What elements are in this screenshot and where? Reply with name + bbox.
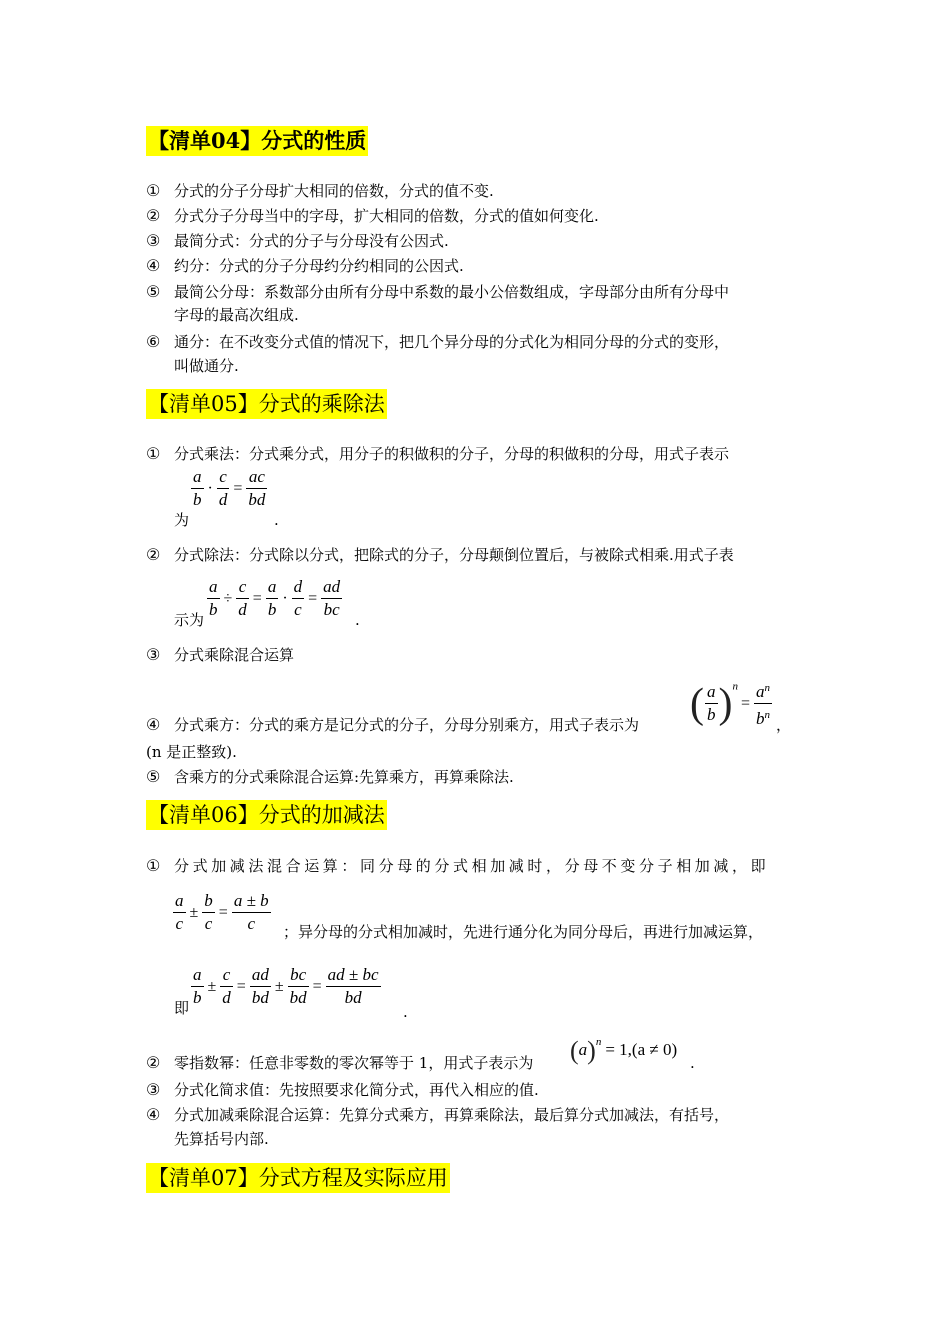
formula-zero-exponent: $(a)^n = 1,(a \ne 0)$	[570, 1036, 678, 1066]
item-text-continuation: 先算括号内部.	[174, 1130, 269, 1148]
item-text: 分式乘除混合运算	[174, 646, 295, 664]
item-number: ④	[146, 256, 161, 275]
item-number: ①	[146, 444, 161, 463]
formula-power: ( $\frac{a}{b}$ )$^n$= $\frac{a^n}{b^n}$	[690, 677, 773, 730]
item-number: ②	[146, 1053, 161, 1072]
item-number: ⑤	[146, 282, 161, 301]
item-text-continuation: 即	[174, 999, 190, 1017]
item-text-middle: ；异分母的分式相加减时，先进行通分化为同分母后，再进行加减运算，	[283, 923, 764, 941]
item-number: ①	[146, 181, 161, 200]
item-text-continuation: 叫做通分.	[174, 357, 239, 375]
item-text: 分式乘方：分式的乘方是记分式的分子，分母分别乘方，用式子表示为	[174, 716, 640, 734]
item-number: ⑥	[146, 332, 161, 351]
item-text: 分式分子分母当中的字母，扩大相同的倍数，分式的值如何变化.	[174, 207, 599, 225]
item-number: ④	[146, 715, 161, 734]
item-text: 约分：分式的分子分母约分约相同的公因式.	[174, 257, 464, 275]
formula-division: $\frac{a}{b}$ ÷ $\frac{c}{d}$ = $\frac{a}{b}$ · $\frac{d}{c}$ = $\frac{ad}{bc}$	[209, 577, 341, 619]
item-text: 分式的分子分母扩大相同的倍数，分式的值不变.	[174, 182, 494, 200]
item-text-continuation: 为	[174, 511, 190, 529]
section-heading-06: 【清单06】分式的加减法	[146, 800, 387, 830]
section-heading-07: 【清单07】分式方程及实际应用	[146, 1163, 450, 1193]
item-text-continuation: (n 是正整致).	[146, 743, 237, 761]
item-text: 分式化简求值：先按照要求化简分式，再代入相应的值.	[174, 1081, 539, 1099]
item-text: 分式加减法混合运算：同分母的分式相加减时，分母不变分子相加减，即	[174, 857, 770, 875]
item-text: 最简公分母：系数部分由所有分母中系数的最小公倍数组成，字母部分由所有分母中	[174, 283, 730, 301]
section-heading-04: 【清单04】分式的性质	[146, 126, 368, 156]
item-text: 零指数幂：任意非零数的零次幂等于 1，用式子表示为	[174, 1054, 534, 1072]
item-number: ①	[146, 856, 161, 875]
formula-add-same-denominator: $\frac{a}{c}$ ± $\frac{b}{c}$ = $\frac{a \pm b}{c}$	[175, 891, 269, 933]
item-number: ⑤	[146, 767, 161, 786]
item-number: ④	[146, 1105, 161, 1124]
section-heading-05: 【清单05】分式的乘除法	[146, 389, 387, 419]
formula-period: .	[274, 511, 279, 529]
formula-add-different-denominator: $\frac{a}{b}$ ± $\frac{c}{d}$ = $\frac{ad}{bd}$ ± $\frac{bc}{bd}$ = $\frac{ad \pm bc}{bd}$	[193, 965, 379, 1007]
item-text: 分式加减乘除混合运算：先算分式乘方，再算乘除法，最后算分式加减法，有括号，	[174, 1106, 730, 1124]
formula-period: .	[403, 1003, 408, 1021]
item-number: ②	[146, 206, 161, 225]
item-number: ③	[146, 231, 161, 250]
formula-multiplication: $\frac{a}{b}$ · $\frac{c}{d}$ = $\frac{ac}{bd}$	[193, 467, 266, 509]
item-text: 通分：在不改变分式值的情况下，把几个异分母的分式化为相同分母的分式的变形，	[174, 333, 730, 351]
item-number: ②	[146, 545, 161, 564]
item-number: ③	[146, 645, 161, 664]
item-text-continuation: 字母的最高次组成.	[174, 306, 299, 324]
formula-comma: ，	[776, 716, 792, 734]
item-text: 分式乘法：分式乘分式，用分子的积做积的分子，分母的积做积的分母，用式子表示	[174, 445, 730, 463]
formula-period: .	[355, 611, 360, 629]
formula-period: .	[690, 1054, 695, 1072]
item-text-continuation: 示为	[174, 611, 205, 629]
item-text: 含乘方的分式乘除混合运算:先算乘方，再算乘除法.	[174, 768, 514, 786]
item-text: 最简分式：分式的分子与分母没有公因式.	[174, 232, 449, 250]
item-number: ③	[146, 1080, 161, 1099]
item-text: 分式除法：分式除以分式，把除式的分子，分母颠倒位置后，与被除式相乘.用式子表	[174, 546, 734, 564]
